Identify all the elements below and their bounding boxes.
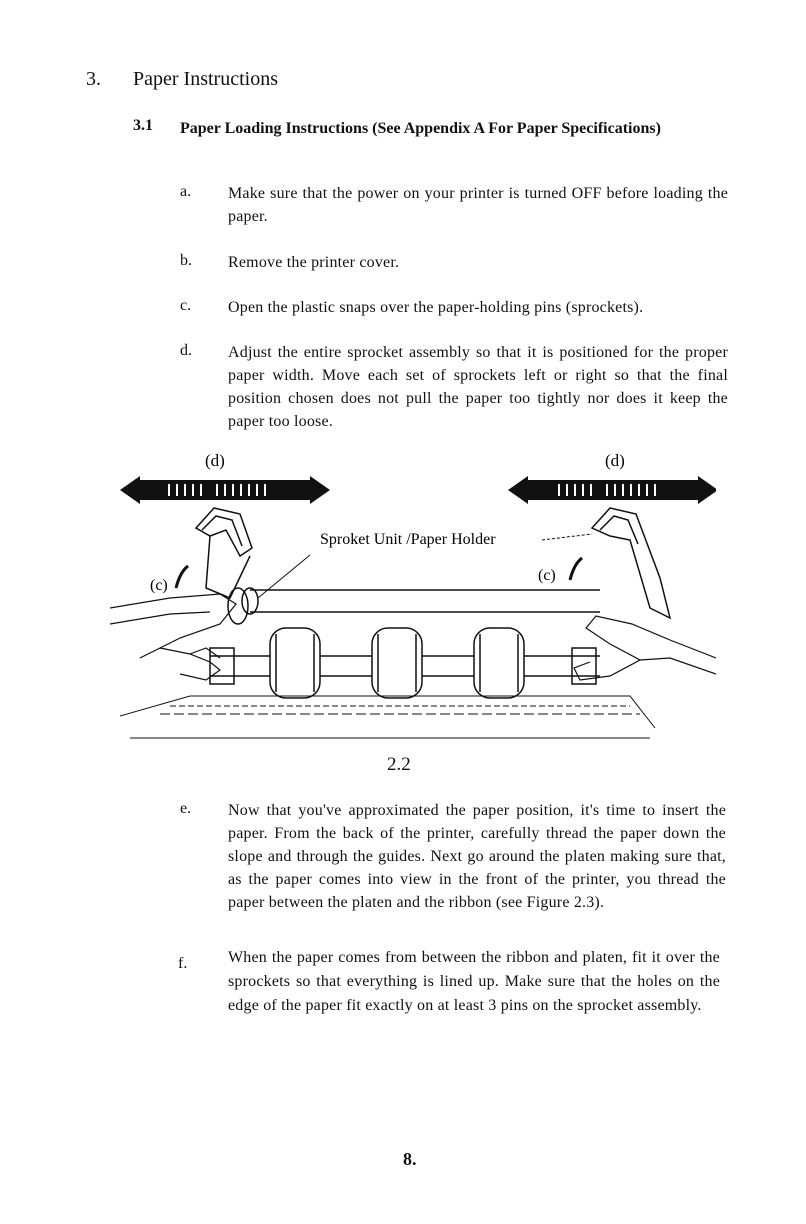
printer-base [120, 696, 655, 738]
figure-caption: 2.2 [387, 754, 411, 775]
roller-3 [474, 628, 524, 698]
step-e-marker: e. [180, 800, 192, 817]
step-a-marker: a. [180, 183, 192, 200]
subsection-number: 3.1 [133, 117, 153, 134]
section-title: Paper Instructions [133, 68, 278, 90]
step-e-text: Now that you've approximated the paper position, it's time to insert the paper. From the back of the printer, carefully thread the paper down the slope and through the guides. Next go around the platen making sure that, as the paper comes into view in the front of the printer, you thread the paper between the platen and the ribbon (see Figure 2.3). [228, 802, 726, 911]
step-b-text: Remove the printer cover. [228, 254, 400, 271]
page-number: 8. [403, 1149, 417, 1169]
step-d-marker: d. [180, 342, 192, 359]
figure-callout: Sproket Unit /Paper Holder [320, 531, 496, 548]
step-c-text: Open the plastic snaps over the paper-holding pins (sprockets). [228, 299, 644, 316]
figure-label-c-left: (c) [150, 577, 168, 594]
roller-2 [372, 628, 422, 698]
double-arrow-right-icon [508, 476, 716, 504]
figure-label-d-left: (d) [205, 451, 225, 470]
figure-label-d-right: (d) [605, 451, 625, 470]
step-d-text: Adjust the entire sprocket assembly so that it is positioned for the proper paper width. Move each set of sprockets left or right so that the final position chosen does not pull the paper too tightly nor does it keep the paper too loose. [228, 344, 728, 430]
left-hand [110, 594, 236, 680]
step-c-marker: c. [180, 297, 192, 314]
left-sprocket-clip [196, 508, 252, 598]
section-number: 3. [86, 68, 101, 90]
figure-label-c-right: (c) [538, 567, 556, 584]
step-a-text: Make sure that the power on your printer is turned OFF before loading the paper. [228, 185, 728, 225]
upper-shaft [228, 588, 600, 624]
roller-1 [270, 628, 320, 698]
sprocket-assembly-figure [110, 448, 716, 748]
right-sprocket-clip [592, 508, 670, 618]
step-f-marker: f. [178, 955, 188, 972]
subsection-title: Paper Loading Instructions (See Appendix A For Paper Specifications) [180, 120, 661, 137]
double-arrow-left-icon [120, 476, 330, 504]
step-f-text: When the paper comes from between the ribbon and platen, fit it over the sprockets so that everything is lined up. Make sure that the holes on the edge of the paper fit exactly on at least 3 pins on the sprocket assembly. [228, 949, 720, 1014]
step-b-marker: b. [180, 252, 192, 269]
